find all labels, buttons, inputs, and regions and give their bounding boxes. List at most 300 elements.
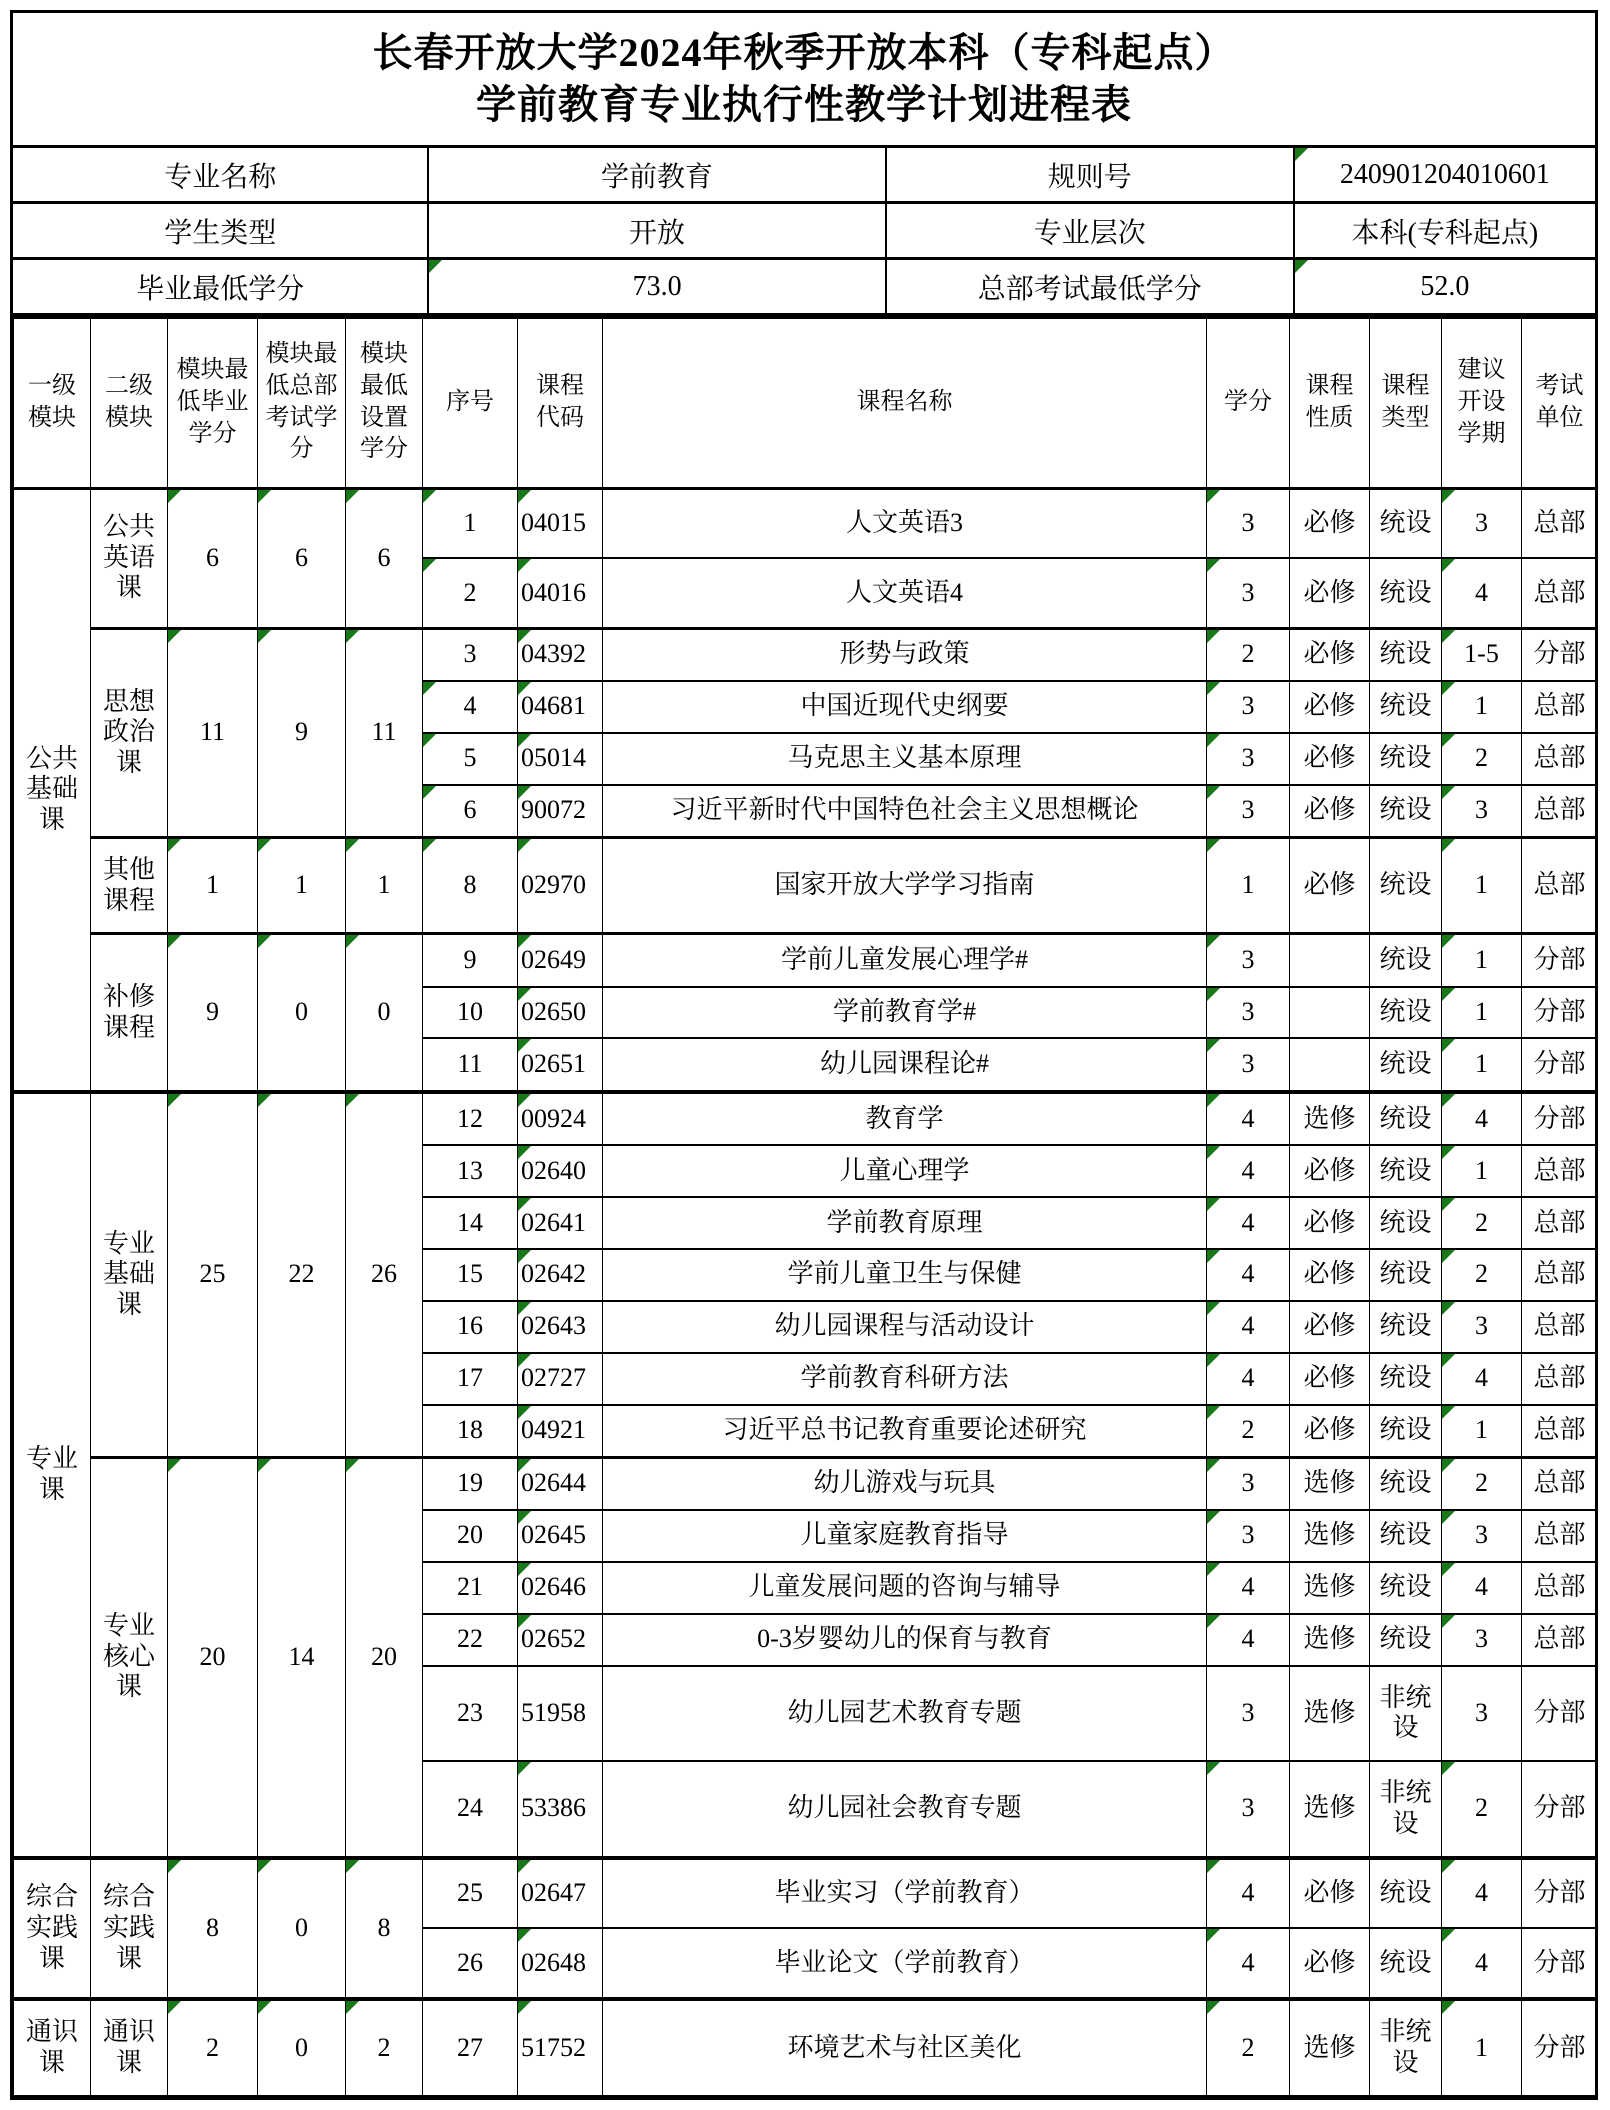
- course-code: 00924: [518, 1092, 603, 1145]
- course-code: 02648: [518, 1928, 603, 1999]
- green-corner-marker-icon: [168, 839, 181, 852]
- course-name: 幼儿园课程与活动设计: [603, 1301, 1207, 1353]
- course-semester: 1: [1442, 837, 1522, 934]
- course-credit: 4: [1207, 1928, 1290, 1999]
- green-corner-marker-icon: [1207, 2001, 1220, 2014]
- green-corner-marker-icon: [1442, 786, 1455, 799]
- column-header-credits: 学分: [1207, 318, 1290, 488]
- course-credit: 4: [1207, 1301, 1290, 1353]
- course-code: 02651: [518, 1038, 603, 1091]
- green-corner-marker-icon: [518, 839, 531, 852]
- green-corner-marker-icon: [258, 1094, 271, 1107]
- green-corner-marker-icon: [346, 1860, 359, 1873]
- course-exam-unit: 总部: [1522, 1510, 1596, 1562]
- green-corner-marker-icon: [346, 490, 359, 503]
- course-row: [14, 1457, 1596, 1510]
- course-semester: 2: [1442, 1457, 1522, 1510]
- green-corner-marker-icon: [1442, 1459, 1455, 1472]
- green-corner-marker-icon: [1207, 1250, 1220, 1263]
- course-seq: 26: [423, 1928, 518, 1999]
- green-corner-marker-icon: [1442, 988, 1455, 1001]
- green-corner-marker-icon: [258, 1459, 271, 1472]
- green-corner-marker-icon: [423, 559, 436, 572]
- course-name: 习近平新时代中国特色社会主义思想概论: [603, 785, 1207, 838]
- green-corner-marker-icon: [1207, 490, 1220, 503]
- course-row: [14, 1858, 1596, 1929]
- course-name: 幼儿园社会教育专题: [603, 1761, 1207, 1858]
- course-name: 学前儿童发展心理学#: [603, 934, 1207, 987]
- green-corner-marker-icon: [1207, 1094, 1220, 1107]
- course-semester: 1: [1442, 1405, 1522, 1458]
- course-seq: 12: [423, 1092, 518, 1145]
- green-corner-marker-icon: [168, 1459, 181, 1472]
- green-corner-marker-icon: [1207, 786, 1220, 799]
- course-semester: 2: [1442, 733, 1522, 785]
- green-corner-marker-icon: [423, 734, 436, 747]
- info-label-major-level: 专业层次: [885, 204, 1293, 257]
- course-credit: 3: [1207, 785, 1290, 838]
- course-name: 学前教育科研方法: [603, 1353, 1207, 1405]
- course-nature: 必修: [1290, 733, 1370, 785]
- green-corner-marker-icon: [1442, 1302, 1455, 1315]
- green-corner-marker-icon: [258, 1860, 271, 1873]
- column-header-l1-module: 一级模块: [14, 318, 91, 488]
- green-corner-marker-icon: [518, 1615, 531, 1628]
- course-semester: 3: [1442, 785, 1522, 838]
- green-corner-marker-icon: [518, 682, 531, 695]
- course-type: 统设: [1370, 1038, 1442, 1091]
- green-corner-marker-icon: [1295, 260, 1308, 273]
- module-min-graduation-credits: 6: [168, 488, 258, 628]
- course-nature: 必修: [1290, 558, 1370, 628]
- green-corner-marker-icon: [518, 559, 531, 572]
- green-corner-marker-icon: [1207, 1302, 1220, 1315]
- module-min-hq-exam-credits: 1: [258, 837, 346, 934]
- course-credit: 2: [1207, 1999, 1290, 2096]
- module-min-setup-credits: 2: [346, 1999, 423, 2096]
- course-row: [14, 1092, 1596, 1145]
- green-corner-marker-icon: [346, 1459, 359, 1472]
- l2-module-cell: 其他课程: [91, 837, 168, 934]
- course-code: 04392: [518, 628, 603, 681]
- course-exam-unit: 总部: [1522, 1353, 1596, 1405]
- green-corner-marker-icon: [518, 1354, 531, 1367]
- course-seq: 20: [423, 1510, 518, 1562]
- course-name: 幼儿园课程论#: [603, 1038, 1207, 1091]
- green-corner-marker-icon: [1442, 1860, 1455, 1873]
- info-label-student-type: 学生类型: [164, 217, 277, 249]
- column-header-module-min-setup-credits: 模块最低设置学分: [346, 318, 423, 488]
- green-corner-marker-icon: [1207, 682, 1220, 695]
- course-exam-unit: 总部: [1522, 488, 1596, 558]
- green-corner-marker-icon: [518, 1146, 531, 1159]
- course-name: 人文英语4: [603, 558, 1207, 628]
- course-seq: 1: [423, 488, 518, 558]
- course-exam-unit: 分部: [1522, 628, 1596, 681]
- green-corner-marker-icon: [168, 2001, 181, 2014]
- course-name: 毕业论文（学前教育）: [603, 1928, 1207, 1999]
- course-seq: 4: [423, 681, 518, 733]
- green-corner-marker-icon: [1207, 734, 1220, 747]
- course-row: [14, 488, 1596, 558]
- info-value-major-name: 学前教育: [427, 148, 884, 201]
- module-min-graduation-credits: 9: [168, 934, 258, 1092]
- course-nature: 必修: [1290, 1249, 1370, 1301]
- table-frame: [10, 10, 1598, 2100]
- green-corner-marker-icon: [518, 786, 531, 799]
- course-code: 02644: [518, 1457, 603, 1510]
- course-seq: 25: [423, 1858, 518, 1929]
- column-header-row: [14, 318, 1596, 488]
- l2-module-cell: 补修课程: [91, 934, 168, 1092]
- green-corner-marker-icon: [518, 1762, 531, 1775]
- green-corner-marker-icon: [1207, 630, 1220, 643]
- module-min-setup-credits: 11: [346, 628, 423, 837]
- module-min-hq-exam-credits: 9: [258, 628, 346, 837]
- course-credit: 1: [1207, 837, 1290, 934]
- page-title-line2: 学前教育专业执行性教学计划进程表: [476, 82, 1132, 127]
- green-corner-marker-icon: [1442, 1511, 1455, 1524]
- course-nature: [1290, 987, 1370, 1039]
- green-corner-marker-icon: [1295, 148, 1308, 161]
- course-rows: [14, 488, 1596, 2096]
- course-code: 51752: [518, 1999, 603, 2096]
- course-code: 02970: [518, 837, 603, 934]
- course-type: 统设: [1370, 1197, 1442, 1249]
- course-type: 统设: [1370, 987, 1442, 1039]
- course-semester: 1: [1442, 934, 1522, 987]
- green-corner-marker-icon: [1207, 1406, 1220, 1419]
- course-seq: 27: [423, 1999, 518, 2096]
- green-corner-marker-icon: [518, 1860, 531, 1873]
- course-credit: 4: [1207, 1858, 1290, 1929]
- green-corner-marker-icon: [168, 630, 181, 643]
- green-corner-marker-icon: [1207, 1039, 1220, 1052]
- course-credit: 3: [1207, 733, 1290, 785]
- course-nature: 必修: [1290, 681, 1370, 733]
- course-nature: [1290, 934, 1370, 987]
- green-corner-marker-icon: [168, 935, 181, 948]
- module-min-hq-exam-credits: 0: [258, 1858, 346, 2000]
- course-credit: 4: [1207, 1092, 1290, 1145]
- page-title-line1: 长春开放大学2024年秋季开放本科（专科起点）: [372, 30, 1236, 75]
- course-code: 53386: [518, 1761, 603, 1858]
- course-seq: 6: [423, 785, 518, 838]
- green-corner-marker-icon: [1207, 988, 1220, 1001]
- module-min-graduation-credits: 8: [168, 1858, 258, 2000]
- course-type: 统设: [1370, 1145, 1442, 1197]
- course-credit: 2: [1207, 1405, 1290, 1458]
- green-corner-marker-icon: [1442, 1198, 1455, 1211]
- course-exam-unit: 分部: [1522, 1999, 1596, 2096]
- green-corner-marker-icon: [518, 1563, 531, 1576]
- course-code: 02641: [518, 1197, 603, 1249]
- course-code: 02640: [518, 1145, 603, 1197]
- course-seq: 8: [423, 837, 518, 934]
- green-corner-marker-icon: [518, 1250, 531, 1263]
- column-header-course-nature: 课程性质: [1290, 318, 1370, 488]
- column-header-course-code: 课程代码: [518, 318, 603, 488]
- info-value-min-graduation-credits: 73.0: [427, 260, 884, 313]
- course-nature: 选修: [1290, 1999, 1370, 2096]
- green-corner-marker-icon: [518, 1094, 531, 1107]
- green-corner-marker-icon: [168, 490, 181, 503]
- info-row: [13, 148, 1595, 201]
- green-corner-marker-icon: [1442, 2001, 1455, 2014]
- info-value-min-hq-exam-credits: 52.0: [1293, 260, 1595, 313]
- course-exam-unit: 总部: [1522, 1405, 1596, 1458]
- course-semester: 2: [1442, 1249, 1522, 1301]
- course-nature: 选修: [1290, 1510, 1370, 1562]
- course-nature: [1290, 1038, 1370, 1091]
- course-credit: 3: [1207, 934, 1290, 987]
- course-semester: 4: [1442, 1562, 1522, 1614]
- course-type: 统设: [1370, 1928, 1442, 1999]
- course-nature: 必修: [1290, 488, 1370, 558]
- course-name: 0-3岁婴幼儿的保育与教育: [603, 1614, 1207, 1666]
- course-nature: 必修: [1290, 1353, 1370, 1405]
- green-corner-marker-icon: [1207, 1354, 1220, 1367]
- course-name: 形势与政策: [603, 628, 1207, 681]
- course-type: 统设: [1370, 1858, 1442, 1929]
- course-table-area: [13, 317, 1595, 2097]
- course-exam-unit: 分部: [1522, 987, 1596, 1039]
- green-corner-marker-icon: [518, 2001, 531, 2014]
- green-corner-marker-icon: [1207, 1459, 1220, 1472]
- course-type: 非统设: [1370, 1761, 1442, 1858]
- course-exam-unit: 总部: [1522, 837, 1596, 934]
- course-nature: 选修: [1290, 1666, 1370, 1761]
- info-label-min-hq-exam-credits: 总部考试最低学分: [885, 260, 1293, 313]
- course-nature: 必修: [1290, 785, 1370, 838]
- l2-module-cell: 思想政治课: [91, 628, 168, 837]
- info-grid: [13, 148, 1595, 317]
- course-credit: 3: [1207, 558, 1290, 628]
- course-semester: 4: [1442, 1092, 1522, 1145]
- green-corner-marker-icon: [518, 734, 531, 747]
- column-header-module-min-graduation-credits: 模块最低毕业学分: [168, 318, 258, 488]
- module-min-graduation-credits: 25: [168, 1092, 258, 1457]
- green-corner-marker-icon: [518, 490, 531, 503]
- module-min-graduation-credits: 1: [168, 837, 258, 934]
- course-semester: 3: [1442, 1510, 1522, 1562]
- green-corner-marker-icon: [346, 2001, 359, 2014]
- green-corner-marker-icon: [1442, 734, 1455, 747]
- info-row: [13, 201, 1595, 257]
- course-type: 统设: [1370, 628, 1442, 681]
- course-row: [14, 837, 1596, 934]
- course-seq: 19: [423, 1457, 518, 1510]
- module-min-setup-credits: 8: [346, 1858, 423, 2000]
- green-corner-marker-icon: [346, 1094, 359, 1107]
- info-label-major-name: 专业名称: [164, 161, 277, 193]
- info-value-rule-number: 240901204010601: [1293, 148, 1595, 201]
- green-corner-marker-icon: [1442, 1250, 1455, 1263]
- course-nature: 必修: [1290, 1197, 1370, 1249]
- course-seq: 21: [423, 1562, 518, 1614]
- course-semester: 3: [1442, 1666, 1522, 1761]
- course-type: 统设: [1370, 1301, 1442, 1353]
- green-corner-marker-icon: [518, 1929, 531, 1942]
- green-corner-marker-icon: [1442, 935, 1455, 948]
- column-header-suggested-semester: 建议开设学期: [1442, 318, 1522, 488]
- info-row: [13, 257, 1595, 313]
- course-name: 环境艺术与社区美化: [603, 1999, 1207, 2096]
- green-corner-marker-icon: [518, 1459, 531, 1472]
- green-corner-marker-icon: [1442, 490, 1455, 503]
- column-header-exam-unit: 考试单位: [1522, 318, 1596, 488]
- course-seq: 15: [423, 1249, 518, 1301]
- course-exam-unit: 总部: [1522, 1562, 1596, 1614]
- info-label-rule-number: 规则号: [885, 148, 1293, 201]
- course-nature: 必修: [1290, 837, 1370, 934]
- course-credit: 2: [1207, 628, 1290, 681]
- course-nature: 必修: [1290, 1301, 1370, 1353]
- course-semester: 1: [1442, 681, 1522, 733]
- course-name: 幼儿园艺术教育专题: [603, 1666, 1207, 1761]
- course-type: 统设: [1370, 1614, 1442, 1666]
- course-exam-unit: 分部: [1522, 1666, 1596, 1761]
- green-corner-marker-icon: [518, 1511, 531, 1524]
- course-exam-unit: 总部: [1522, 1614, 1596, 1666]
- course-type: 统设: [1370, 1353, 1442, 1405]
- course-semester: 4: [1442, 558, 1522, 628]
- course-nature: 必修: [1290, 1145, 1370, 1197]
- course-code: 02645: [518, 1510, 603, 1562]
- course-credit: 4: [1207, 1197, 1290, 1249]
- course-exam-unit: 总部: [1522, 1301, 1596, 1353]
- course-exam-unit: 分部: [1522, 1858, 1596, 1929]
- green-corner-marker-icon: [518, 1406, 531, 1419]
- green-corner-marker-icon: [1207, 1762, 1220, 1775]
- green-corner-marker-icon: [1207, 935, 1220, 948]
- course-credit: 4: [1207, 1145, 1290, 1197]
- green-corner-marker-icon: [1442, 1094, 1455, 1107]
- green-corner-marker-icon: [429, 260, 442, 273]
- column-header-course-name: 课程名称: [603, 318, 1207, 488]
- green-corner-marker-icon: [258, 935, 271, 948]
- green-corner-marker-icon: [1207, 839, 1220, 852]
- course-exam-unit: 总部: [1522, 681, 1596, 733]
- course-nature: 选修: [1290, 1457, 1370, 1510]
- course-type: 统设: [1370, 1457, 1442, 1510]
- green-corner-marker-icon: [1207, 1929, 1220, 1942]
- column-header-module-min-hq-exam-credits: 模块最低总部考试学分: [258, 318, 346, 488]
- course-type: 统设: [1370, 785, 1442, 838]
- course-seq: 14: [423, 1197, 518, 1249]
- module-min-hq-exam-credits: 22: [258, 1092, 346, 1457]
- green-corner-marker-icon: [1207, 1615, 1220, 1628]
- column-header-l2-module: 二级模块: [91, 318, 168, 488]
- module-min-setup-credits: 1: [346, 837, 423, 934]
- green-corner-marker-icon: [423, 786, 436, 799]
- green-corner-marker-icon: [1442, 1354, 1455, 1367]
- course-type: 统设: [1370, 837, 1442, 934]
- course-code: 51958: [518, 1666, 603, 1761]
- l2-module-cell: 综合实践课: [91, 1858, 168, 2000]
- column-header-course-type: 课程类型: [1370, 318, 1442, 488]
- green-corner-marker-icon: [1442, 682, 1455, 695]
- course-nature: 必修: [1290, 1405, 1370, 1458]
- course-semester: 3: [1442, 1614, 1522, 1666]
- course-seq: 24: [423, 1761, 518, 1858]
- module-min-graduation-credits: 11: [168, 628, 258, 837]
- green-corner-marker-icon: [1442, 1406, 1455, 1419]
- course-code: 02650: [518, 987, 603, 1039]
- green-corner-marker-icon: [1442, 1563, 1455, 1576]
- course-nature: 选修: [1290, 1092, 1370, 1145]
- course-code: 04016: [518, 558, 603, 628]
- course-credit: 3: [1207, 1666, 1290, 1761]
- course-credit: 3: [1207, 1038, 1290, 1091]
- course-name: 儿童家庭教育指导: [603, 1510, 1207, 1562]
- course-seq: 5: [423, 733, 518, 785]
- course-name: 教育学: [603, 1092, 1207, 1145]
- green-corner-marker-icon: [168, 1860, 181, 1873]
- course-name: 学前教育学#: [603, 987, 1207, 1039]
- green-corner-marker-icon: [518, 1039, 531, 1052]
- course-credit: 4: [1207, 1614, 1290, 1666]
- course-seq: 2: [423, 558, 518, 628]
- course-name: 毕业实习（学前教育）: [603, 1858, 1207, 1929]
- course-credit: 3: [1207, 1457, 1290, 1510]
- course-exam-unit: 总部: [1522, 1145, 1596, 1197]
- course-semester: 4: [1442, 1353, 1522, 1405]
- module-min-hq-exam-credits: 14: [258, 1457, 346, 1857]
- course-semester: 1: [1442, 1999, 1522, 2096]
- course-type: 统设: [1370, 488, 1442, 558]
- green-corner-marker-icon: [1442, 559, 1455, 572]
- course-row: [14, 934, 1596, 987]
- course-credit: 4: [1207, 1353, 1290, 1405]
- course-exam-unit: 分部: [1522, 934, 1596, 987]
- course-code: 90072: [518, 785, 603, 838]
- course-code: 02642: [518, 1249, 603, 1301]
- module-min-hq-exam-credits: 0: [258, 934, 346, 1092]
- course-exam-unit: 总部: [1522, 558, 1596, 628]
- green-corner-marker-icon: [346, 935, 359, 948]
- module-min-hq-exam-credits: 6: [258, 488, 346, 628]
- green-corner-marker-icon: [258, 630, 271, 643]
- module-min-graduation-credits: 20: [168, 1457, 258, 1857]
- l2-module-cell: 通识课: [91, 1999, 168, 2096]
- course-exam-unit: 总部: [1522, 1249, 1596, 1301]
- course-seq: 10: [423, 987, 518, 1039]
- l1-module-cell: 公共基础课: [14, 488, 91, 1092]
- course-semester: 1: [1442, 987, 1522, 1039]
- green-corner-marker-icon: [1207, 1198, 1220, 1211]
- course-type: 统设: [1370, 733, 1442, 785]
- course-seq: 9: [423, 934, 518, 987]
- l2-module-cell: 专业核心课: [91, 1457, 168, 1857]
- l1-module-cell: 通识课: [14, 1999, 91, 2096]
- course-exam-unit: 总部: [1522, 1457, 1596, 1510]
- course-exam-unit: 分部: [1522, 1928, 1596, 1999]
- course-name: 人文英语3: [603, 488, 1207, 558]
- green-corner-marker-icon: [518, 630, 531, 643]
- course-type: 统设: [1370, 934, 1442, 987]
- course-code: 04921: [518, 1405, 603, 1458]
- course-name: 学前教育原理: [603, 1197, 1207, 1249]
- course-name: 中国近现代史纲要: [603, 681, 1207, 733]
- l1-module-cell: 综合实践课: [14, 1858, 91, 2000]
- course-nature: 选修: [1290, 1562, 1370, 1614]
- course-type: 统设: [1370, 681, 1442, 733]
- course-seq: 3: [423, 628, 518, 681]
- course-code: 05014: [518, 733, 603, 785]
- green-corner-marker-icon: [423, 839, 436, 852]
- course-name: 学前儿童卫生与保健: [603, 1249, 1207, 1301]
